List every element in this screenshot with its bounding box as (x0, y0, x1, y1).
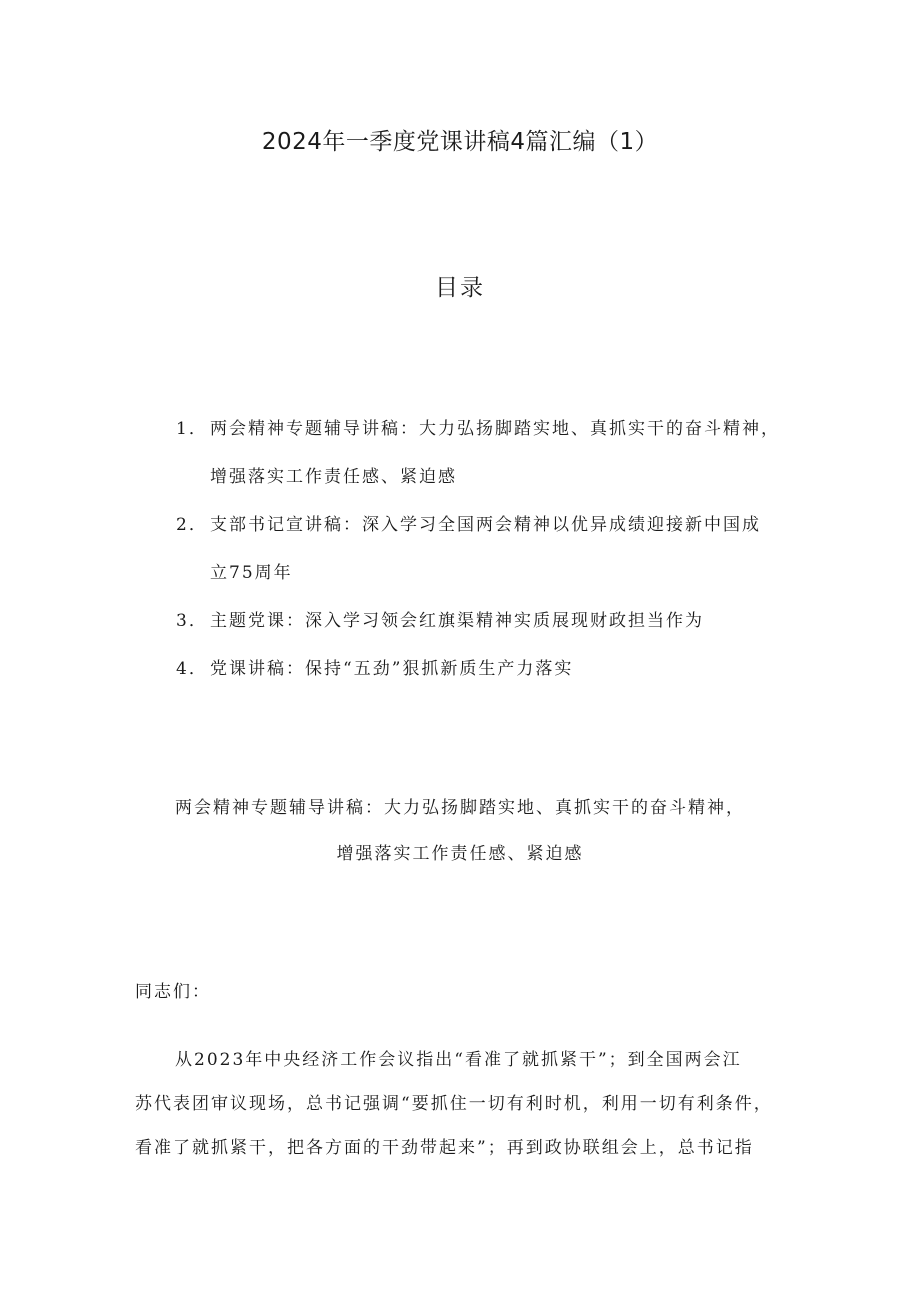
toc-item-2[interactable] (168, 501, 808, 597)
toc-item-1[interactable] (168, 405, 808, 501)
toc-item-3[interactable] (168, 597, 808, 645)
document-title: 2024年一季度党课讲稿4篇汇编（1） (261, 129, 659, 155)
body-line: 苏代表团审议现场，总书记强调“要抓住一切有利时机，利用一切有利条件， (135, 1094, 773, 1114)
toc-item-title: 两会精神专题辅导讲稿：大力弘扬脚踏实地、真抓实干的奋斗精神， (210, 419, 780, 439)
table-of-contents (168, 405, 808, 693)
toc-item-title: 支部书记宣讲稿：深入学习全国两会精神以优异成绩迎接新中国成 (210, 515, 761, 535)
toc-item-title: 党课讲稿：保持“五劲”狠抓新质生产力落实 (210, 659, 574, 679)
toc-item-number: 1． (176, 419, 208, 439)
section-title (120, 785, 800, 877)
body-paragraph (135, 1038, 791, 1170)
toc-item-4[interactable] (168, 645, 808, 693)
toc-item-number: 4． (176, 659, 208, 679)
greeting: 同志们： (135, 982, 211, 1002)
section-title-line: 增强落实工作责任感、紧迫感 (336, 844, 584, 864)
toc-item-number: 2． (176, 515, 208, 535)
toc-heading: 目录 (435, 275, 485, 301)
toc-item-title-continued: 立75周年 (210, 563, 293, 583)
section-title-line: 两会精神专题辅导讲稿：大力弘扬脚踏实地、真抓实干的奋斗精神， (175, 798, 745, 818)
body-line: 看准了就抓紧干，把各方面的干劲带起来”；再到政协联组会上，总书记指 (135, 1138, 754, 1158)
body-line: 从2023年中央经济工作会议指出“看准了就抓紧干”；到全国两会江 (175, 1050, 742, 1070)
toc-item-title-continued: 增强落实工作责任感、紧迫感 (210, 467, 457, 487)
toc-item-title: 主题党课：深入学习领会红旗渠精神实质展现财政担当作为 (210, 611, 704, 631)
toc-item-number: 3． (176, 611, 208, 631)
